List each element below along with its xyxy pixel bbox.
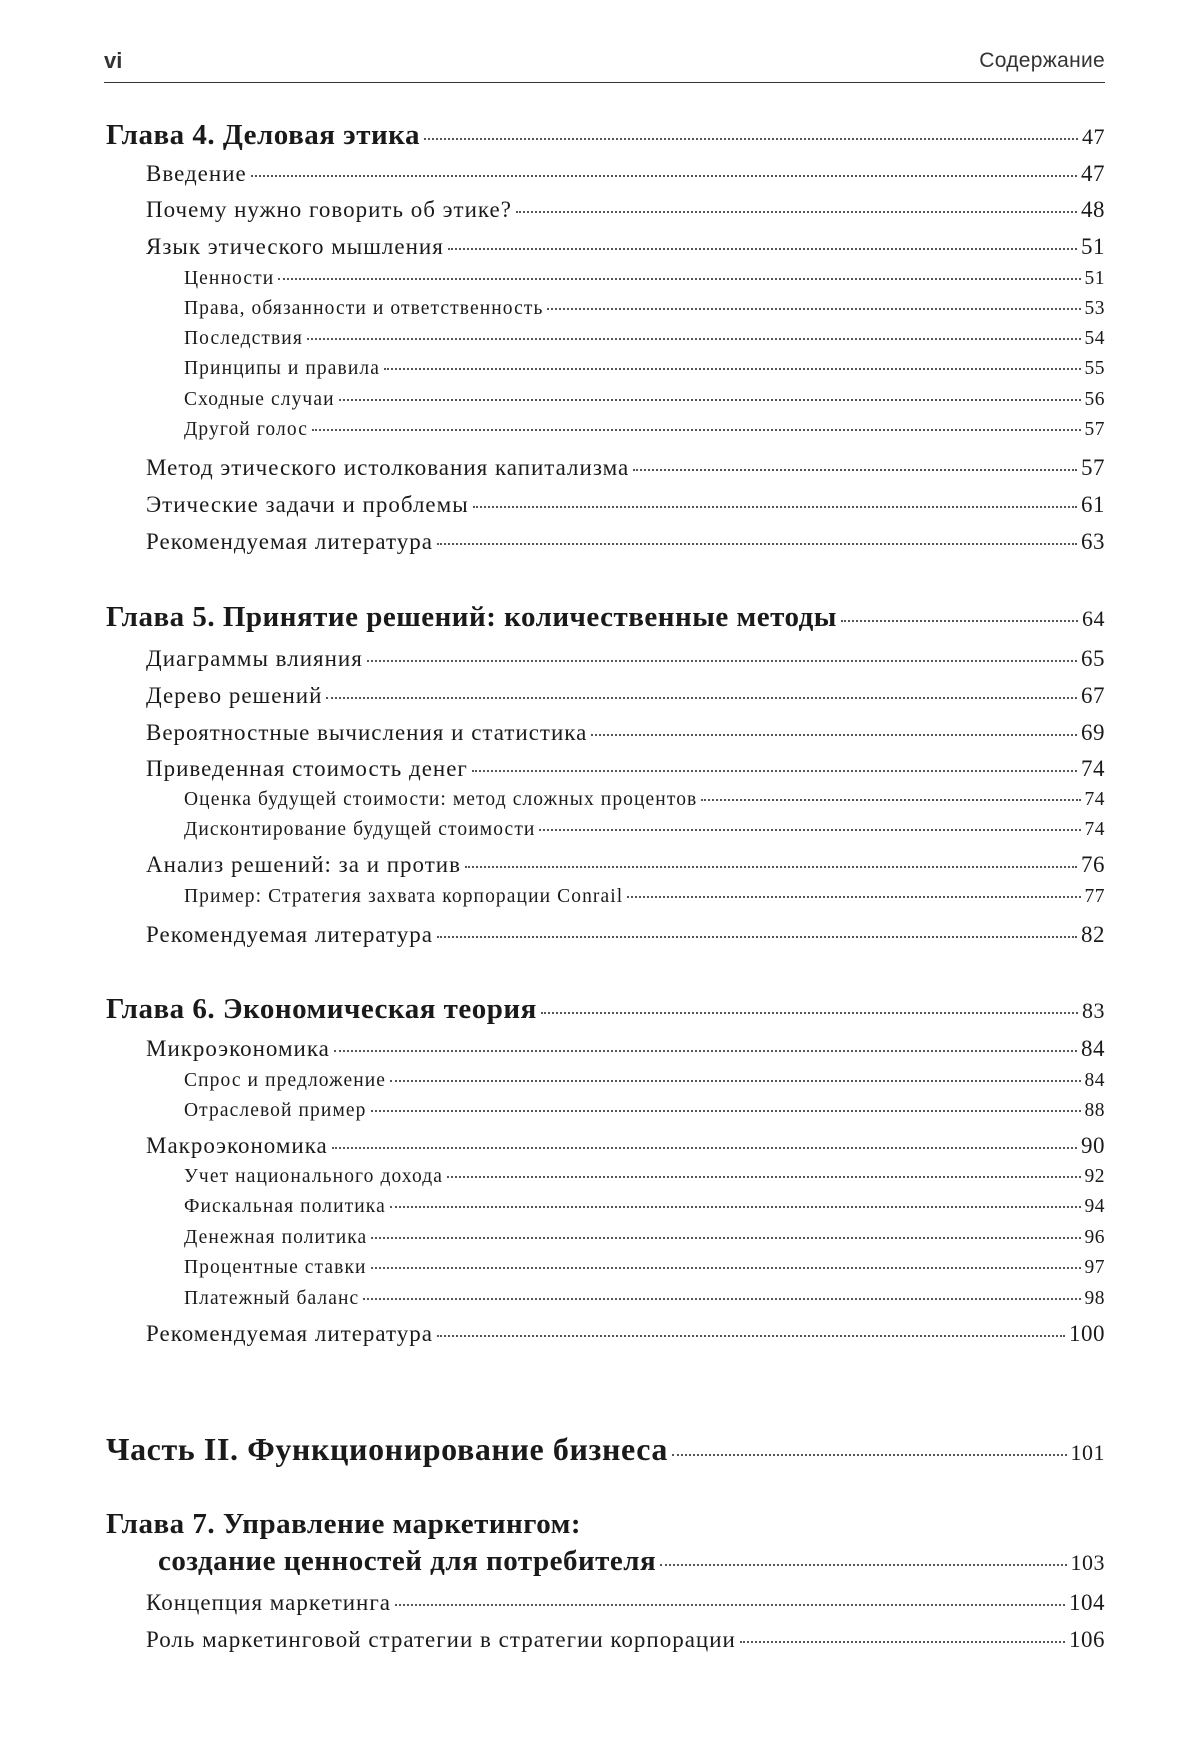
toc-subsection <box>184 389 1105 411</box>
toc-page-number: 103 <box>1070 1550 1105 1575</box>
dot-leader <box>312 429 1081 431</box>
toc-entry-title: Этические задачи и проблемы <box>146 492 469 517</box>
toc-entry-title: Рекомендуемая литература <box>146 922 433 947</box>
toc-subsection <box>184 1100 1105 1122</box>
dot-leader <box>424 138 1078 140</box>
toc-subsection <box>184 1227 1105 1249</box>
toc-page-number: 51 <box>1084 268 1105 289</box>
dot-leader <box>339 399 1081 401</box>
toc-entry-title: Дерево решений <box>146 683 323 708</box>
toc-section <box>146 922 1105 948</box>
toc-entry-title: Процентные ставки <box>184 1257 367 1278</box>
toc-entry-title: Глава 6. Экономическая теория <box>106 993 537 1025</box>
toc-entry-title: Рекомендуемая литература <box>146 529 433 554</box>
dot-leader <box>660 1564 1066 1566</box>
header-rule <box>104 82 1105 83</box>
toc-entry-title: Глава 5. Принятие решений: количественные методы <box>106 601 837 633</box>
toc-page-number: 56 <box>1084 389 1105 410</box>
toc-page-number: 74 <box>1081 756 1105 781</box>
dot-leader <box>390 1206 1081 1208</box>
dot-leader <box>332 1147 1077 1149</box>
toc-page-number: 57 <box>1084 419 1105 440</box>
toc-subsection <box>184 1288 1105 1310</box>
toc-entry-title: Глава 4. Деловая этика <box>106 119 420 151</box>
toc-entry-title: Приведенная стоимость денег <box>146 756 468 781</box>
toc-page-number: 101 <box>1070 1440 1105 1465</box>
toc-entry-title: Сходные случаи <box>184 389 335 410</box>
toc-entry-title: Вероятностные вычисления и статистика <box>146 720 588 745</box>
dot-leader <box>473 506 1077 508</box>
dot-leader <box>701 799 1080 801</box>
toc-page-number: 55 <box>1084 358 1105 379</box>
toc-entry-title: Последствия <box>184 328 303 349</box>
toc-entry-title: Почему нужно говорить об этике? <box>146 197 512 222</box>
toc-page-number: 77 <box>1084 886 1105 907</box>
toc-page-number: 64 <box>1082 606 1105 631</box>
dot-leader <box>448 248 1077 250</box>
dot-leader <box>591 734 1077 736</box>
toc-subsection <box>184 298 1105 320</box>
dot-leader <box>371 1110 1081 1112</box>
toc-section <box>146 234 1105 260</box>
toc-section <box>146 683 1105 709</box>
toc-page-number: 74 <box>1084 789 1105 810</box>
toc-entry-title: Рекомендуемая литература <box>146 1321 433 1346</box>
toc-chapter <box>106 993 1105 1026</box>
toc-entry-title: создание ценностей для потребителя <box>158 1545 657 1577</box>
toc-section <box>146 529 1105 555</box>
dot-leader <box>627 896 1080 898</box>
toc-page-number: 97 <box>1084 1257 1105 1278</box>
dot-leader <box>541 1012 1078 1014</box>
toc-page-number: 106 <box>1069 1627 1105 1652</box>
toc-entry-title: Метод этического истолкования капитализма <box>146 455 630 480</box>
dot-leader <box>278 278 1080 280</box>
dot-leader <box>334 1050 1077 1052</box>
toc-entry-title: Денежная политика <box>184 1227 368 1248</box>
toc-section <box>146 1590 1105 1616</box>
dot-leader <box>465 866 1077 868</box>
toc-subsection <box>184 328 1105 350</box>
dot-leader <box>740 1641 1065 1643</box>
toc-page-number: 51 <box>1081 234 1105 259</box>
toc-page-number: 82 <box>1081 922 1105 947</box>
running-header: Содержание <box>979 49 1105 72</box>
toc-page-number: 98 <box>1084 1288 1105 1309</box>
toc-entry-title: Оценка будущей стоимости: метод сложных процентов <box>184 789 698 810</box>
toc-section <box>146 161 1105 187</box>
toc-page-number: 92 <box>1084 1166 1105 1187</box>
toc-subsection <box>184 1070 1105 1092</box>
toc-subsection <box>184 1166 1105 1188</box>
toc-entry-title: Диаграммы влияния <box>146 646 363 671</box>
toc-section <box>146 720 1105 746</box>
toc-section <box>146 1321 1105 1347</box>
dot-leader <box>633 469 1077 471</box>
toc-entry-title: Язык этического мышления <box>146 234 444 259</box>
dot-leader <box>672 1454 1066 1456</box>
toc-chapter <box>158 1545 1105 1578</box>
toc-page-number: 61 <box>1081 492 1105 517</box>
toc-entry-title: Права, обязанности и ответственность <box>184 298 544 319</box>
toc-entry-title: Макроэкономика <box>146 1133 328 1158</box>
toc-subsection <box>184 886 1105 908</box>
toc-entry-title: Платежный баланс <box>184 1288 360 1309</box>
toc-entry-title: Дисконтирование будущей стоимости <box>184 819 536 840</box>
toc-page-number: 90 <box>1081 1133 1105 1158</box>
toc-entry-title: Отраслевой пример <box>184 1100 367 1121</box>
toc-page-number: 83 <box>1082 998 1105 1023</box>
dot-leader <box>367 660 1077 662</box>
dot-leader <box>472 770 1077 772</box>
dot-leader <box>384 368 1081 370</box>
toc-subsection <box>184 358 1105 380</box>
toc-entry-title: Концепция маркетинга <box>146 1590 392 1615</box>
toc-subsection <box>184 419 1105 441</box>
toc-subsection <box>184 789 1105 811</box>
toc-part <box>106 1431 1105 1468</box>
toc-entry-title: Роль маркетинговой стратегии в стратегии корпорации <box>146 1627 736 1652</box>
toc-section <box>146 1133 1105 1159</box>
toc-page-number: 104 <box>1069 1590 1105 1615</box>
toc-page-number: 84 <box>1081 1036 1105 1061</box>
toc-page-number: 88 <box>1084 1100 1105 1121</box>
toc-section <box>146 1036 1105 1062</box>
toc-subsection <box>184 1196 1105 1218</box>
toc-page-number: 76 <box>1081 852 1105 877</box>
toc-page-number: 47 <box>1082 124 1105 149</box>
toc-page-number: 65 <box>1081 646 1105 671</box>
dot-leader <box>437 543 1077 545</box>
dot-leader <box>395 1604 1065 1606</box>
toc-page-number: 94 <box>1084 1196 1105 1217</box>
toc-section <box>146 197 1105 223</box>
toc-entry-title: Пример: Стратегия захвата корпорации Conrail <box>184 886 624 907</box>
dot-leader <box>841 620 1078 622</box>
toc-page-number: 100 <box>1069 1321 1105 1346</box>
toc-page-number: 54 <box>1084 328 1105 349</box>
toc-page-number: 57 <box>1081 455 1105 480</box>
toc-entry-title: Спрос и предложение <box>184 1070 387 1091</box>
toc-page-number: 69 <box>1081 720 1105 745</box>
toc-page-number: 48 <box>1081 197 1105 222</box>
toc-chapter <box>106 601 1105 634</box>
dot-leader <box>371 1237 1080 1239</box>
toc-subsection <box>184 819 1105 841</box>
toc-chapter-title-line1: Глава 7. Управление маркетингом: <box>106 1508 582 1540</box>
toc-entry-title: Микроэкономика <box>146 1036 330 1061</box>
toc-subsection <box>184 268 1105 290</box>
toc-page-number: 47 <box>1081 161 1105 186</box>
dot-leader <box>390 1080 1080 1082</box>
toc-chapter <box>106 119 1105 152</box>
dot-leader <box>251 175 1077 177</box>
dot-leader <box>516 211 1077 213</box>
dot-leader <box>307 338 1081 340</box>
toc-entry-title: Анализ решений: за и против <box>146 852 461 877</box>
dot-leader <box>437 1335 1065 1337</box>
toc-subsection <box>184 1257 1105 1279</box>
toc-entry-title: Фискальная политика <box>184 1196 386 1217</box>
toc-page-number: 84 <box>1084 1070 1105 1091</box>
toc-section <box>146 852 1105 878</box>
dot-leader <box>363 1298 1080 1300</box>
toc-page-number: 63 <box>1081 529 1105 554</box>
toc-section <box>146 1627 1105 1653</box>
dot-leader <box>547 308 1080 310</box>
toc-entry-title: Принципы и правила <box>184 358 380 379</box>
toc-entry-title: Учет национального дохода <box>184 1166 444 1187</box>
dot-leader <box>437 936 1077 938</box>
toc-entry-title: Введение <box>146 161 247 186</box>
dot-leader <box>447 1176 1080 1178</box>
toc-page-number: 67 <box>1081 683 1105 708</box>
toc-entry-title: Часть II. Функционирование бизнеса <box>106 1431 669 1467</box>
dot-leader <box>539 829 1080 831</box>
dot-leader <box>326 697 1077 699</box>
toc-page-number: 53 <box>1084 298 1105 319</box>
toc-page-number: 74 <box>1084 819 1105 840</box>
toc-entry-title: Ценности <box>184 268 275 289</box>
toc-section <box>146 455 1105 481</box>
toc-section <box>146 646 1105 672</box>
toc-section <box>146 492 1105 518</box>
toc-page-number: 96 <box>1084 1227 1105 1248</box>
toc-section <box>146 756 1105 782</box>
page-number: vi <box>104 48 123 73</box>
dot-leader <box>371 1267 1081 1269</box>
toc-entry-title: Другой голос <box>184 419 308 440</box>
